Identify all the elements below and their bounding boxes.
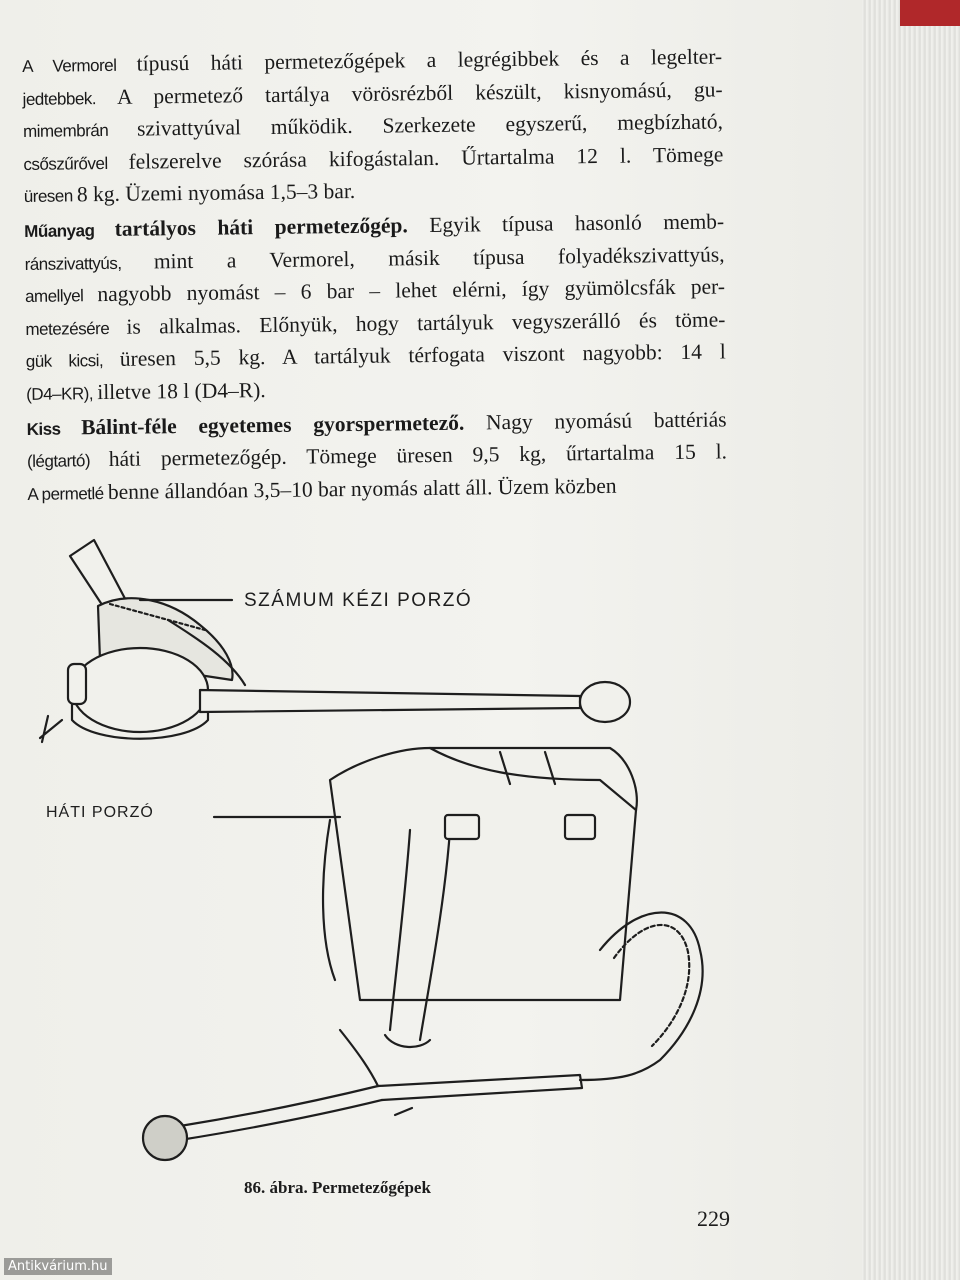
text-run: típusú háti permetezőgépek a legrégibbek és a legelter-	[136, 44, 723, 76]
hand-duster-drawing	[40, 540, 630, 742]
page-number: 229	[697, 1206, 730, 1231]
figure-label-back-duster: HÁTI PORZÓ	[46, 804, 154, 821]
text-run: (légtartó)	[26, 451, 109, 472]
text-run: A permetező tartálya vörösrézből készült, kisnyomású, gu-	[116, 77, 723, 109]
text-run: Nagy nyomású battériás	[464, 406, 727, 435]
text-run: üresen 5,5 kg. A tartályuk térfogata viszont nagyobb: 14 l	[119, 339, 726, 372]
text-run: Egyik típusa hasonló memb-	[407, 209, 725, 238]
text-run: A Vermorel	[22, 55, 137, 76]
text-run: felszerelve szórása kifogástalan. Űrtartalma 12 l. Tömege	[128, 142, 724, 174]
text-run: metezésére	[25, 318, 127, 339]
back-duster-drawing	[143, 748, 703, 1160]
text-run: háti permetezőgép. Tömege üresen 9,5 kg, űrtartalma 15 l.	[108, 439, 728, 472]
text-run: Bálint-féle egyetemes gyorspermetező.	[80, 410, 465, 439]
text-run: csőszűrővel	[23, 153, 129, 174]
text-run: amellyel	[24, 286, 98, 307]
text-run: gük kicsi,	[25, 351, 120, 372]
text-run: tartályos háti permetezőgép.	[114, 213, 408, 241]
text-run: benne állandóan 3,5–10 bar nyomás alatt áll. Üzem közben	[107, 473, 617, 504]
text-run: nagyobb nyomást – 6 bar – lehet elérni, így gyümölcsfák per-	[97, 274, 726, 307]
text-run: mimembrán	[22, 120, 138, 142]
text-run: ránszivattyús,	[24, 252, 155, 274]
text-run: 8 kg. Üzemi nyomása 1,5–3 bar.	[76, 179, 356, 207]
text-run: illetve 18 l (D4–R).	[97, 377, 266, 405]
figure-caption: 86. ábra. Permetezőgépek	[244, 1178, 431, 1197]
text-run: is alkalmas. Előnyük, hogy tartályuk vegyszerálló és töme-	[126, 307, 726, 339]
text-run: üresen	[23, 186, 78, 207]
text-run: (D4–KR),	[26, 384, 98, 404]
text-run: jedtebbek.	[22, 88, 118, 109]
text-run: Kiss	[26, 418, 82, 439]
watermark: Antikvárium.hu	[4, 1258, 112, 1275]
text-run: mint a Vermorel, másik típusa folyadékszivattyús,	[153, 241, 725, 273]
text-run: Műanyag	[24, 220, 115, 241]
figure-label-hand-duster: SZÁMUM KÉZI PORZÓ	[244, 590, 473, 611]
text-run: A permetlé	[27, 483, 109, 504]
text-run: szivattyúval működik. Szerkezete egyszerű, megbízható,	[136, 109, 724, 141]
